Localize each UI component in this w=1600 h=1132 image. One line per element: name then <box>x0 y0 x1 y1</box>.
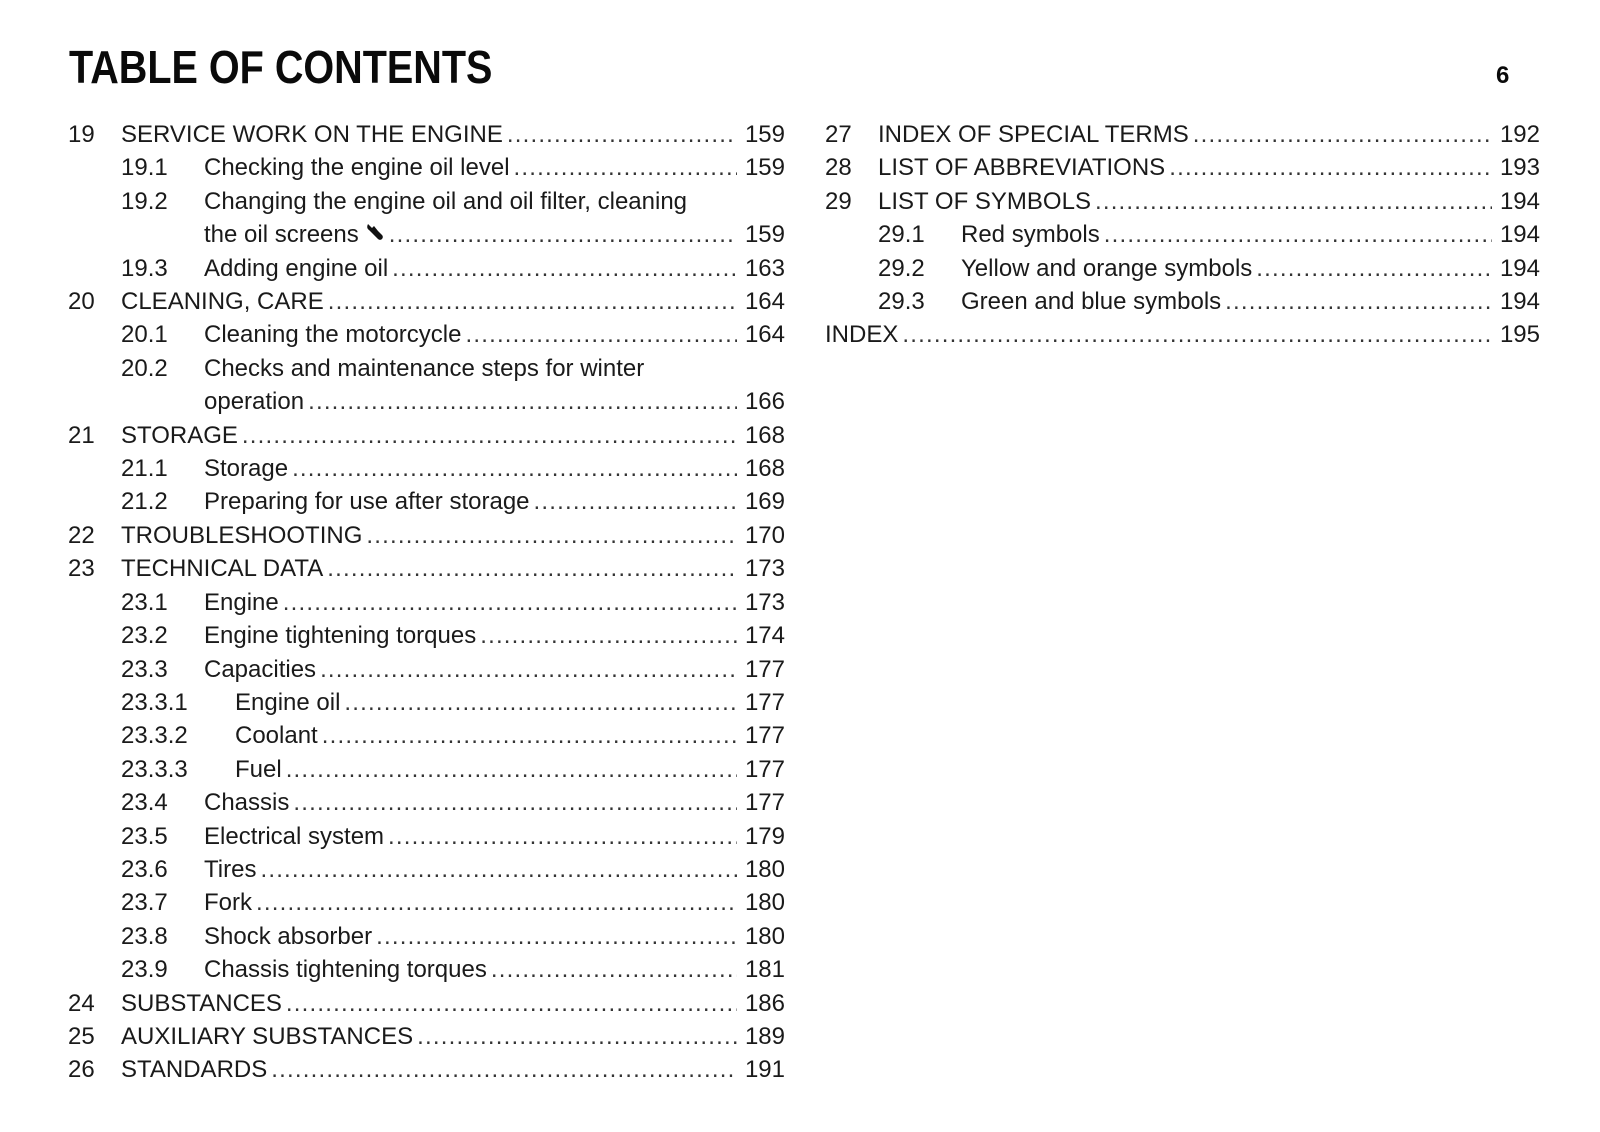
toc-entry-label[interactable]: Red symbols <box>961 221 1100 249</box>
page-title: TABLE OF CONTENTS <box>69 41 493 93</box>
toc-entry-page[interactable]: 179 <box>744 822 785 850</box>
toc-entry[interactable] <box>68 151 785 184</box>
toc-entry-number: 21.2 <box>121 488 168 516</box>
toc-entry-label[interactable]: operation <box>204 388 305 416</box>
toc-entry[interactable] <box>825 218 1540 251</box>
toc-entry-number: 19.1 <box>121 154 168 182</box>
toc-entry[interactable] <box>825 318 1540 351</box>
dot-leader <box>465 318 737 351</box>
toc-entry-label[interactable]: SUBSTANCES <box>121 989 282 1017</box>
toc-entry-number: 29.1 <box>878 221 925 249</box>
dot-leader <box>308 385 737 418</box>
toc-entry[interactable] <box>825 151 1540 184</box>
toc-entry-label[interactable]: LIST OF ABBREVIATIONS <box>878 154 1166 182</box>
dot-leader <box>327 552 737 585</box>
toc-entry-number: 25 <box>68 1022 95 1050</box>
toc-entry-number: 23 <box>68 555 95 583</box>
toc-entry-label[interactable]: STORAGE <box>121 421 238 449</box>
toc-entry-page[interactable]: 177 <box>744 789 785 817</box>
dot-leader <box>293 786 737 819</box>
toc-entry-page[interactable]: 180 <box>744 855 785 883</box>
toc-entry-number: 23.3.3 <box>121 755 188 783</box>
toc-entry[interactable] <box>68 285 785 318</box>
toc-entry-label[interactable]: Chassis <box>204 789 290 817</box>
toc-entry-number: 23.7 <box>121 889 168 917</box>
toc-entry-page[interactable]: 181 <box>744 956 785 984</box>
toc-entry-label[interactable]: INDEX <box>825 321 899 349</box>
toc-entry-label[interactable]: AUXILIARY SUBSTANCES <box>121 1022 414 1050</box>
toc-entry[interactable] <box>825 185 1540 218</box>
toc-entry-label[interactable]: Checking the engine oil level <box>204 154 510 182</box>
toc-entry-label[interactable]: Fuel <box>235 755 282 783</box>
dot-leader <box>256 886 737 919</box>
toc-entry-number: 23.8 <box>121 922 168 950</box>
toc-entry[interactable] <box>68 719 785 752</box>
dot-leader <box>507 118 737 151</box>
toc-entry-page[interactable]: 191 <box>744 1056 785 1084</box>
toc-entry[interactable] <box>68 1020 785 1053</box>
toc-entry-page[interactable]: 180 <box>744 889 785 917</box>
toc-entry[interactable] <box>68 586 785 619</box>
toc-entry[interactable] <box>68 352 785 419</box>
toc-entry-label[interactable]: LIST OF SYMBOLS <box>878 187 1091 215</box>
toc-entry-label[interactable]: Storage <box>204 455 289 483</box>
toc-entry-label[interactable]: Engine oil <box>235 688 341 716</box>
toc-entry[interactable] <box>68 485 785 518</box>
toc-entry[interactable] <box>68 318 785 351</box>
dot-leader <box>1193 118 1492 151</box>
dot-leader <box>902 318 1492 351</box>
toc-entry-label-line1: Checks and maintenance steps for winter <box>204 354 645 382</box>
toc-entry-label[interactable]: Electrical system <box>204 822 385 850</box>
toc-entry-number: 19.2 <box>121 187 168 215</box>
toc-entry-number: 23.3.1 <box>121 688 188 716</box>
dot-leader <box>480 619 737 652</box>
dot-leader <box>286 987 737 1020</box>
toc-entry-label[interactable]: INDEX OF SPECIAL TERMS <box>878 121 1189 148</box>
toc-entry-page[interactable]: 186 <box>744 989 785 1017</box>
toc-entry[interactable] <box>68 252 785 285</box>
toc-entry-number: 23.3 <box>121 655 168 683</box>
toc-entry-label-line1: Changing the engine oil and oil filter, cleaning <box>204 187 688 215</box>
toc-entry-number: 27 <box>825 121 852 148</box>
dot-leader <box>292 452 737 485</box>
toc-entry-label[interactable]: Shock absorber <box>204 922 373 950</box>
toc-entry-page[interactable]: 194 <box>1499 221 1540 249</box>
toc-entry-label[interactable]: Preparing for use after storage <box>204 488 530 516</box>
toc-entry-page[interactable]: 164 <box>744 321 785 349</box>
toc-entry-page[interactable]: 195 <box>1499 321 1540 349</box>
dot-leader <box>366 519 737 552</box>
toc-entry-page[interactable]: 177 <box>744 688 785 716</box>
dot-leader <box>344 686 737 719</box>
toc-entry-label[interactable]: CLEANING, CARE <box>121 288 324 316</box>
toc-entry[interactable] <box>825 252 1540 285</box>
toc-entry-page[interactable]: 189 <box>744 1022 785 1050</box>
toc-entry-number: 20.2 <box>121 354 168 382</box>
toc-entry-label[interactable]: Cleaning the motorcycle <box>204 321 462 349</box>
toc-entry-number: 26 <box>68 1056 95 1084</box>
toc-entry[interactable] <box>68 820 785 853</box>
dot-leader <box>491 953 737 986</box>
toc-entry-label[interactable]: STANDARDS <box>121 1056 268 1084</box>
toc-entry-label[interactable]: Chassis tightening torques <box>204 956 487 984</box>
toc-entry-label[interactable]: Green and blue symbols <box>961 288 1222 316</box>
toc-entry-number: 29.3 <box>878 288 925 316</box>
toc-entry-label[interactable]: Capacities <box>204 655 317 683</box>
toc-entry-number: 20.1 <box>121 321 168 349</box>
toc-entry-page[interactable]: 192 <box>1499 121 1540 148</box>
toc-entry-number: 23.9 <box>121 956 168 984</box>
dot-leader <box>376 920 737 953</box>
toc-entry[interactable] <box>68 185 785 252</box>
dot-leader <box>328 285 737 318</box>
toc-entry-number: 24 <box>68 989 95 1017</box>
toc-entry[interactable] <box>68 920 785 953</box>
dot-leader <box>322 719 737 752</box>
wrench-icon <box>365 218 385 238</box>
toc-entry-page[interactable]: 180 <box>744 922 785 950</box>
toc-entry-page[interactable]: 194 <box>1499 254 1540 282</box>
dot-leader <box>1169 151 1492 184</box>
toc-entry-page[interactable]: 169 <box>744 488 785 516</box>
toc-entry-label[interactable]: Tires <box>204 855 257 883</box>
toc-right-column <box>825 118 1540 352</box>
toc-entry-page[interactable]: 173 <box>744 588 785 616</box>
toc-entry-page[interactable]: 164 <box>744 288 785 316</box>
dot-leader <box>283 586 737 619</box>
dot-leader <box>271 1053 737 1086</box>
toc-entry[interactable] <box>68 653 785 686</box>
toc-entry-label[interactable]: Fork <box>204 889 252 917</box>
toc-entry-label[interactable]: TROUBLESHOOTING <box>121 521 363 549</box>
toc-entry-number: 23.2 <box>121 622 168 650</box>
toc-entry-number: 23.3.2 <box>121 722 188 750</box>
toc-entry-label[interactable]: Yellow and orange symbols <box>961 254 1253 282</box>
toc-entry[interactable] <box>68 686 785 719</box>
dot-leader <box>320 653 737 686</box>
toc-entry-page[interactable]: 168 <box>744 421 785 449</box>
dot-leader <box>286 753 737 786</box>
toc-entry-number: 29 <box>825 187 852 215</box>
toc-entry-label[interactable]: Engine <box>204 588 279 616</box>
toc-left-column <box>68 118 785 1087</box>
toc-entry-number: 23.6 <box>121 855 168 883</box>
toc-entry[interactable] <box>825 285 1540 318</box>
toc-entry-page[interactable]: 177 <box>744 722 785 750</box>
toc-entry[interactable] <box>68 953 785 986</box>
toc-entry-page[interactable]: 166 <box>744 388 785 416</box>
toc-entry[interactable] <box>68 853 785 886</box>
toc-entry-page[interactable]: 194 <box>1499 288 1540 316</box>
toc-entry[interactable] <box>68 987 785 1020</box>
toc-entry-label[interactable]: TECHNICAL DATA <box>121 555 324 583</box>
toc-entry[interactable] <box>68 419 785 452</box>
toc-entry[interactable] <box>68 552 785 585</box>
dot-leader <box>417 1020 737 1053</box>
toc-entry-label[interactable]: Coolant <box>235 722 318 750</box>
toc-entry[interactable] <box>68 1053 785 1086</box>
toc-entry-page[interactable]: 177 <box>744 655 785 683</box>
toc-entry-page[interactable]: 159 <box>744 121 785 148</box>
toc-entry-page[interactable]: 159 <box>744 221 785 249</box>
toc-entry[interactable] <box>825 118 1540 151</box>
toc-entry-page[interactable]: 159 <box>744 154 785 182</box>
dot-leader <box>389 218 737 251</box>
toc-entry[interactable] <box>68 886 785 919</box>
toc-entry-page[interactable]: 193 <box>1499 154 1540 182</box>
toc-entry[interactable] <box>68 753 785 786</box>
toc-entry[interactable] <box>68 118 785 151</box>
dot-leader <box>242 419 737 452</box>
toc-entry-number: 20 <box>68 288 95 316</box>
toc-entry-number: 23.1 <box>121 588 168 616</box>
toc-entry-page[interactable]: 194 <box>1499 187 1540 215</box>
toc-entry[interactable] <box>68 519 785 552</box>
toc-entry-number: 22 <box>68 521 95 549</box>
dot-leader <box>1104 218 1492 251</box>
toc-entry-label[interactable]: Adding engine oil <box>204 254 389 282</box>
dot-leader <box>1256 252 1492 285</box>
dot-leader <box>1225 285 1492 318</box>
toc-entry-page[interactable]: 173 <box>744 555 785 583</box>
toc-entry-number: 19 <box>68 121 95 148</box>
toc-entry-number: 21 <box>68 421 95 449</box>
toc-entry[interactable] <box>68 452 785 485</box>
toc-entry[interactable] <box>68 786 785 819</box>
page-number: 6 <box>1496 62 1510 89</box>
dot-leader <box>388 820 737 853</box>
toc-entry-number: 19.3 <box>121 254 168 282</box>
dot-leader <box>260 853 737 886</box>
dot-leader <box>514 151 737 184</box>
toc-entry[interactable] <box>68 619 785 652</box>
toc-entry-number: 23.4 <box>121 789 168 817</box>
toc-entry-page[interactable]: 170 <box>744 521 785 549</box>
toc-entry-number: 23.5 <box>121 822 168 850</box>
dot-leader <box>1095 185 1492 218</box>
dot-leader <box>534 485 737 518</box>
dot-leader <box>392 252 737 285</box>
toc-entry-page[interactable]: 174 <box>744 622 785 650</box>
toc-entry-page[interactable]: 163 <box>744 254 785 282</box>
toc-entry-page[interactable]: 168 <box>744 455 785 483</box>
toc-entry-number: 29.2 <box>878 254 925 282</box>
toc-entry-page[interactable]: 177 <box>744 755 785 783</box>
toc-entry-number: 28 <box>825 154 852 182</box>
toc-entry-label[interactable]: SERVICE WORK ON THE ENGINE <box>121 121 503 148</box>
toc-entry-label[interactable]: Engine tightening torques <box>204 622 477 650</box>
toc-entry-label[interactable]: the oil screens <box>204 221 359 249</box>
toc-entry-number: 21.1 <box>121 455 168 483</box>
